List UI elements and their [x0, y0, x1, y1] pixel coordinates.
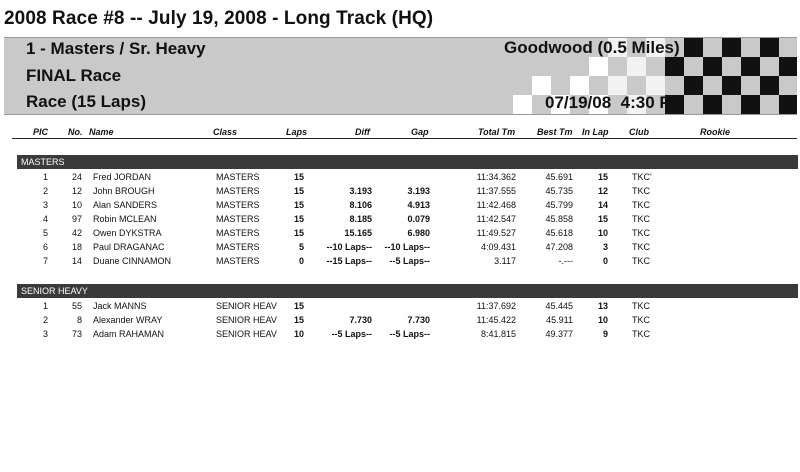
cell-class: SENIOR HEAV	[216, 301, 277, 311]
col-rookie: Rookie	[700, 127, 731, 137]
cell-name: Jack MANNS	[93, 301, 147, 311]
cell-best: 45.911	[546, 315, 573, 325]
cell-no: 12	[71, 186, 82, 196]
checker-square	[703, 57, 722, 76]
col-no: No.	[68, 127, 83, 137]
cell-diff: 8.106	[349, 200, 372, 210]
cell-no: 42	[71, 228, 82, 238]
cell-gap: 3.193	[407, 186, 430, 196]
table-row	[0, 299, 800, 313]
cell-name: John BROUGH	[93, 186, 155, 196]
cell-pic: 2	[42, 315, 48, 325]
cell-class: MASTERS	[216, 186, 260, 196]
cell-pic: 1	[42, 172, 48, 182]
cell-club: TKC	[632, 301, 650, 311]
cell-class: MASTERS	[216, 242, 260, 252]
cell-inlap: 10	[597, 228, 608, 238]
cell-pic: 4	[42, 214, 48, 224]
cell-club: TKC	[632, 228, 650, 238]
cell-club: TKC	[632, 256, 650, 266]
section-masters-header: MASTERS	[17, 155, 798, 169]
cell-gap: 4.913	[407, 200, 430, 210]
cell-pic: 2	[42, 186, 48, 196]
cell-inlap: 0	[602, 256, 608, 266]
table-row	[0, 198, 800, 212]
race-laps: Race (15 Laps)	[26, 92, 146, 111]
col-pic: PIC	[33, 127, 49, 137]
cell-laps: 15	[293, 228, 304, 238]
cell-club: TKC	[632, 186, 650, 196]
checker-square	[589, 57, 608, 76]
table-row	[0, 226, 800, 240]
cell-inlap: 3	[602, 242, 608, 252]
cell-no: 8	[76, 315, 82, 325]
col-inlap: In Lap	[582, 127, 609, 137]
cell-inlap: 15	[597, 214, 608, 224]
cell-pic: 5	[42, 228, 48, 238]
table-row	[0, 254, 800, 268]
cell-pic: 7	[42, 256, 48, 266]
checker-square	[627, 57, 646, 76]
cell-inlap: 12	[597, 186, 608, 196]
cell-no: 73	[71, 329, 82, 339]
cell-total: 11:49.527	[476, 228, 516, 238]
section-senior-heavy-header: SENIOR HEAVY	[17, 284, 798, 298]
cell-diff: --10 Laps--	[326, 242, 372, 252]
cell-total: 11:37.692	[476, 301, 516, 311]
cell-laps: 10	[293, 329, 304, 339]
col-class: Class	[213, 127, 238, 137]
cell-class: MASTERS	[216, 214, 260, 224]
checker-square	[741, 95, 760, 114]
cell-no: 55	[71, 301, 82, 311]
cell-best: 45.858	[545, 214, 573, 224]
cell-name: Paul DRAGANAC	[93, 242, 165, 252]
table-row	[0, 240, 800, 254]
checker-square	[684, 76, 703, 95]
section-senior-heavy-rows	[0, 299, 800, 341]
col-laps: Laps	[286, 127, 308, 137]
checker-square	[779, 95, 797, 114]
table-row	[0, 313, 800, 327]
section-masters-rows	[0, 170, 800, 268]
cell-total: 11:37.555	[476, 186, 516, 196]
cell-total: 8:41.815	[480, 329, 516, 339]
cell-best: 45.735	[545, 186, 573, 196]
race-date: 07/19/08	[545, 93, 612, 112]
cell-inlap: 15	[597, 172, 608, 182]
cell-club: TKC	[632, 242, 650, 252]
cell-laps: 15	[293, 172, 304, 182]
race-datetime	[545, 93, 685, 113]
cell-total: 11:34.362	[476, 172, 516, 182]
cell-laps: 5	[298, 242, 304, 252]
checker-square	[665, 57, 684, 76]
cell-best: 45.799	[545, 200, 573, 210]
table-row	[0, 327, 800, 341]
col-total: Total Tm	[478, 127, 516, 137]
cell-name: Duane CINNAMON	[93, 256, 172, 266]
cell-laps: 15	[293, 200, 304, 210]
cell-gap: --10 Laps--	[384, 242, 430, 252]
cell-inlap: 14	[597, 200, 608, 210]
col-club: Club	[629, 127, 649, 137]
cell-no: 97	[71, 214, 82, 224]
cell-laps: 0	[298, 256, 304, 266]
cell-total: 3.117	[494, 256, 516, 266]
cell-pic: 3	[42, 329, 48, 339]
col-name: Name	[89, 127, 114, 137]
cell-pic: 6	[42, 242, 48, 252]
col-gap: Gap	[411, 127, 429, 137]
checker-square	[722, 38, 741, 57]
cell-name: Robin MCLEAN	[93, 214, 157, 224]
cell-diff: 7.730	[349, 315, 372, 325]
cell-laps: 15	[293, 214, 304, 224]
cell-inlap: 9	[602, 329, 608, 339]
cell-name: Adam RAHAMAN	[93, 329, 165, 339]
race-type: FINAL Race	[26, 66, 122, 85]
col-best: Best Tm	[537, 127, 573, 137]
cell-name: Alan SANDERS	[93, 200, 158, 210]
checker-square	[760, 76, 779, 95]
cell-best: 49.377	[545, 329, 573, 339]
table-row	[0, 184, 800, 198]
cell-gap: --5 Laps--	[389, 256, 430, 266]
cell-club: TKC	[632, 329, 650, 339]
cell-best: 45.445	[545, 301, 573, 311]
col-diff: Diff	[355, 127, 370, 137]
race-banner	[4, 37, 797, 115]
cell-gap: 6.980	[407, 228, 430, 238]
cell-club: TKC	[632, 315, 650, 325]
cell-club: TKC	[632, 214, 650, 224]
cell-club: TKC'	[632, 172, 652, 182]
cell-class: SENIOR HEAV	[216, 329, 277, 339]
checker-square	[513, 95, 532, 114]
cell-total: 11:45.422	[476, 315, 516, 325]
cell-name: Fred JORDAN	[93, 172, 152, 182]
cell-class: SENIOR HEAV	[216, 315, 277, 325]
checker-square	[779, 57, 797, 76]
cell-diff: 3.193	[349, 186, 372, 196]
cell-no: 18	[71, 242, 82, 252]
cell-gap: 0.079	[407, 214, 430, 224]
header-divider	[12, 138, 797, 139]
race-time: 4:30 PM	[620, 93, 685, 112]
cell-no: 14	[71, 256, 82, 266]
cell-class: MASTERS	[216, 228, 260, 238]
cell-laps: 15	[293, 315, 304, 325]
cell-best: -.---	[558, 256, 573, 266]
cell-gap: 7.730	[407, 315, 430, 325]
cell-diff: 15.165	[344, 228, 372, 238]
cell-best: 45.618	[545, 228, 573, 238]
table-row	[0, 212, 800, 226]
event-title: 1 - Masters / Sr. Heavy	[26, 39, 206, 58]
cell-diff: --15 Laps--	[326, 256, 372, 266]
cell-class: MASTERS	[216, 256, 260, 266]
cell-club: TKC	[632, 200, 650, 210]
cell-name: Owen DYKSTRA	[93, 228, 162, 238]
cell-pic: 1	[42, 301, 48, 311]
cell-pic: 3	[42, 200, 48, 210]
table-row	[0, 170, 800, 184]
checker-square	[703, 95, 722, 114]
cell-no: 24	[71, 172, 82, 182]
venue: Goodwood (0.5 Miles)	[504, 38, 680, 57]
cell-class: MASTERS	[216, 200, 260, 210]
cell-best: 47.208	[545, 242, 573, 252]
cell-total: 11:42.468	[476, 200, 516, 210]
cell-laps: 15	[293, 301, 304, 311]
cell-laps: 15	[293, 186, 304, 196]
cell-diff: 8.185	[349, 214, 372, 224]
checker-square	[741, 57, 760, 76]
cell-total: 11:42.547	[476, 214, 516, 224]
cell-diff: --5 Laps--	[331, 329, 372, 339]
checker-square	[760, 38, 779, 57]
cell-class: MASTERS	[216, 172, 260, 182]
cell-total: 4:09.431	[480, 242, 516, 252]
checker-square	[722, 76, 741, 95]
cell-name: Alexander WRAY	[93, 315, 163, 325]
cell-inlap: 13	[597, 301, 608, 311]
cell-gap: --5 Laps--	[389, 329, 430, 339]
cell-no: 10	[71, 200, 82, 210]
checker-square	[684, 38, 703, 57]
page-title: 2008 Race #8 -- July 19, 2008 - Long Track (HQ)	[4, 8, 434, 29]
cell-best: 45.691	[545, 172, 573, 182]
cell-inlap: 10	[597, 315, 608, 325]
